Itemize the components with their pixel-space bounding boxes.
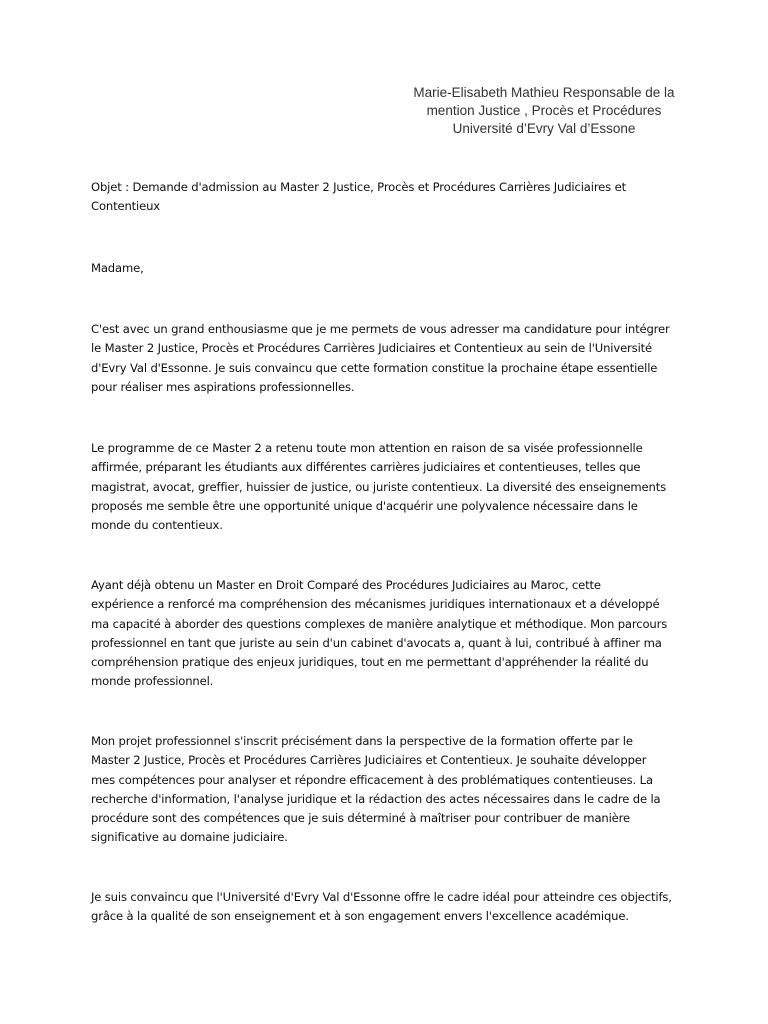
paragraph-program [91, 439, 691, 535]
paragraph-line: Master 2 Justice, Procès et Procédures Carrières Judiciaires et Contentieux. Je souhaite développer [91, 753, 647, 768]
paragraph-line: monde professionnel. [91, 674, 214, 689]
paragraph-line: professionnel en tant que juriste au sein d'un cabinet d'avocats a, quant à lui, contribué à affiner ma [91, 635, 662, 650]
paragraph-project [91, 732, 691, 848]
recipient-line: Marie-Elisabeth Mathieu Responsable de la [413, 85, 675, 100]
paragraph-line: affirmée, préparant les étudiants aux différentes carrières judiciaires et contentieuses, telles que [91, 460, 641, 475]
paragraph-line: expérience a renforcé ma compréhension des mécanismes juridiques internationaux et a développé [91, 597, 660, 612]
paragraph-line: ma capacité à aborder des questions complexes de manière analytique et méthodique. Mon parcours [91, 616, 668, 631]
paragraph-line: monde du contentieux. [91, 518, 223, 533]
paragraph-line: Je suis convaincu que l'Université d'Evry Val d'Essonne offre le cadre idéal pour atteindre ces objectifs, [91, 890, 672, 904]
paragraph-line: magistrat, avocat, greffier, huissier de justice, ou juriste contentieux. La diversité des enseignements [91, 479, 667, 494]
paragraph-line: Le programme de ce Master 2 a retenu toute mon attention en raison de sa visée professionnelle [91, 441, 643, 455]
paragraph-line: pour réaliser mes aspirations professionnelles. [91, 379, 355, 394]
paragraph-line: recherche d'information, l'analyse juridique et la rédaction des actes nécessaires dans le cadre de la [91, 791, 661, 806]
paragraph-line: procédure sont des compétences que je suis déterminé à maîtriser pour contribuer de manière [91, 811, 631, 826]
subject-text-line: Objet : Demande d'admission au Master 2 Justice, Procès et Procédures Carrières Judiciaires et [91, 180, 626, 194]
paragraph-line: proposés me semble être une opportunité unique d'acquérir une polyvalence nécessaire dans le [91, 498, 638, 513]
subject-line [91, 178, 691, 217]
greeting [91, 259, 691, 278]
paragraph-line: mes compétences pour analyser et répondre efficacement à des problématiques contentieuses. La [91, 772, 653, 787]
recipient-line: Université d’Evry Val d’Essone [452, 121, 636, 136]
paragraph-line: d'Evry Val d'Essonne. Je suis convaincu que cette formation constitue la prochaine étape essentielle [91, 360, 658, 375]
paragraph-line: Ayant déjà obtenu un Master en Droit Comparé des Procédures Judiciaires au Maroc, cette [91, 578, 601, 592]
subject-text-line: Contentieux [91, 199, 161, 214]
paragraph-introduction [91, 320, 691, 397]
paragraph-conclusion [91, 888, 691, 927]
recipient-address-block [360, 84, 728, 138]
paragraph-line: compréhension pratique des enjeux juridiques, tout en me permettant d'appréhender la réalité du [91, 655, 649, 670]
paragraph-line: significative au domaine judiciaire. [91, 830, 288, 845]
recipient-line: mention Justice , Procès et Procédures [426, 103, 662, 118]
paragraph-line: grâce à la qualité de son enseignement et à son engagement envers l'excellence académique. [91, 909, 629, 924]
paragraph-line: C'est avec un grand enthousiasme que je me permets de vous adresser ma candidature pour intégrer [91, 322, 670, 336]
greeting-text: Madame, [91, 261, 144, 275]
paragraph-line: Mon projet professionnel s'inscrit précisément dans la perspective de la formation offerte par le [91, 734, 633, 748]
paragraph-line: le Master 2 Justice, Procès et Procédures Carrières Judiciaires et Contentieux au sein de l'Université [91, 341, 653, 356]
paragraph-experience [91, 576, 691, 692]
